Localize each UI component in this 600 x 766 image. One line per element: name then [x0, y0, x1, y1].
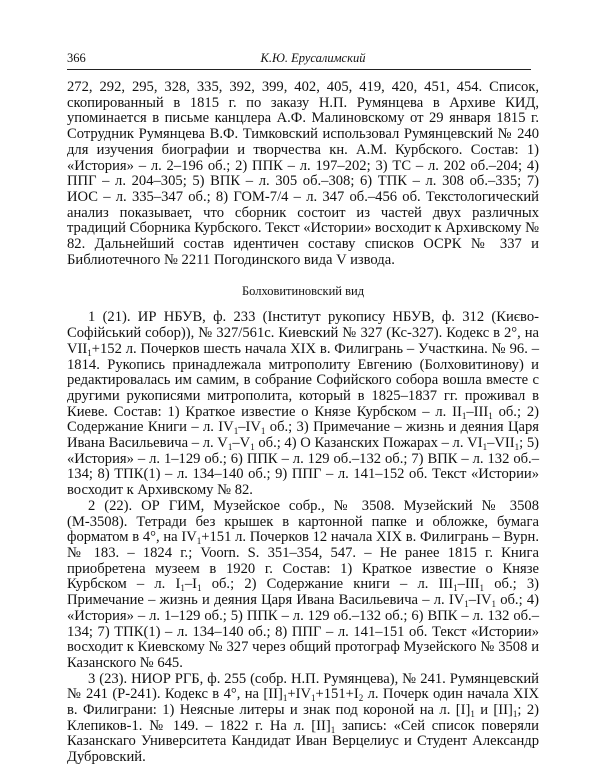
- subscript: 1: [233, 426, 239, 437]
- text-run: об.; 2) Содержание Книги – л. IV: [67, 403, 539, 436]
- subscript: 2: [358, 693, 364, 704]
- text-run: ; 2) Клепиков-1. № 149. – 1822 г. На л. [II]: [67, 702, 540, 734]
- text-run: л. Почерк один начала XIX в. Филиграни: 1) Неясные литеры и знак под короной на л. [I]: [67, 686, 539, 719]
- subscript: 1: [311, 693, 316, 704]
- paragraph: [67, 310, 539, 498]
- paragraphs-before: [67, 80, 539, 268]
- text-run: 1 (21). ИР НБУВ, ф. 233 (Інститут рукопису НБУВ, ф. 312 (Києво-Софійський собор)), № 327/561с. Киевский № 327 (Кс-327). Кодекс в 2°, на VII: [67, 309, 539, 357]
- subscript: 1: [196, 536, 202, 547]
- subscript: 1: [482, 442, 488, 453]
- paragraph: [67, 499, 539, 672]
- document-page: [67, 49, 539, 766]
- section-heading: Болховитиновский вид: [241, 284, 365, 299]
- text-run: об.; 3) Примечание – жизнь и деяния Царя Ивана Васильевича – л. V: [67, 419, 539, 452]
- subscript: 1: [250, 442, 255, 453]
- text-run: +151+I: [315, 686, 359, 703]
- text-run: ; 5) «История» – л. 1–129 об.; 6) ППК – л. 129 об.–132 об.; 7) ВПК – л. 132 об.–134; 8) ТПК(1) – л. 134–140 об.; 9) ППГ – л. 141–152 об. Текст «Истории» восходит к Архивскому № 82.: [67, 435, 539, 499]
- body-text: [67, 80, 539, 766]
- running-title: К.Ю. Ерусалимский: [260, 51, 366, 65]
- subscript: 1: [470, 709, 475, 720]
- subscript: 1: [330, 724, 336, 735]
- subscript: 1: [488, 410, 493, 421]
- text-run: +151 л. Почерков 12 начала XIX в. Филигрань – Вурн. № 183. – 1824 г.; Voorn. S. 351–354, 547. – Не ранее 1815 г. Книга приобретена музеем в 1920 г. Состав: 1) Краткое известие о Князе Курбском – л. I: [67, 529, 539, 593]
- subscript: 1: [512, 709, 518, 720]
- text-run: 3 (23). НИОР РГБ, ф. 255 (собр. Н.П. Румянцева), № 241. Румянцевский № 241 (Р-241). Кодекс в 4°, на [II]: [67, 670, 539, 703]
- text-run: –III: [466, 403, 489, 420]
- text-run: 272, 292, 295, 328, 335, 392, 399, 402, 405, 419, 420, 451, 454. Список, скопированный в 1815 г. по заказу Н.П. Румянцева в Архиве КИД, упоминается в письме канцлера А.Ф. Малиновскому от 29 января 1815 г. Сотрудник Румянцева В.Ф. Тимковский использовал Румянцевский № 240 для изучения биографии и творчества кн. А.М. Курбского. Состав: 1) «История» – л. 2–196 об.; 2) ППК – л. 197–202; 3) ТС – л. 202 об.–204; 4) ППГ – л. 204–305; 5) ВПК – л. 305 об.–308; 6) ТПК – л. 308 об.–335; 7) ИОС – л. 335–347 об.; 8) ГОМ-7/4 – л. 347 об.–456 об. Текстологический анализ показывает, что сборник состоит из частей двух различных традиций Сборника Курбского. Текст «Истории» восходит к Архивскому № 82. Дальнейший состав идентичен составу списков ОСРК № 337 и Библиотечного № 2211 Погодинского вида V извода.: [67, 79, 539, 268]
- text-run: +IV: [287, 686, 311, 703]
- text-run: об.; 4) О Казанских Пожарах – л. VI: [254, 435, 483, 452]
- subscript: 1: [491, 599, 496, 610]
- text-run: запись: «Сей список поверяли Казанскаго Университета Кандидат Иван Верцелиус и Студент Александр Дубровский.: [67, 717, 539, 766]
- paragraph: [67, 80, 539, 268]
- paragraphs-after: [67, 310, 539, 765]
- subscript: 1: [87, 347, 92, 358]
- subscript: 1: [461, 410, 467, 421]
- subscript: 1: [260, 426, 266, 437]
- subscript: 1: [282, 693, 288, 704]
- subscript: 1: [197, 583, 202, 594]
- text-run: –IV: [468, 592, 492, 609]
- text-run: об.; 2) Содержание книги – л. III: [201, 576, 454, 593]
- subscript: 1: [514, 442, 520, 453]
- page-number: 366: [67, 51, 86, 65]
- subscript: 1: [464, 599, 469, 610]
- text-run: об.; 4) «История» – л. 1–129 об.; 5) ППК – л. 129 об.–132 об.; 6) ВПК – л. 132 об.–134; 7) ТПК(1) – л. 134–140 об.; 8) ППГ – л. 141–151 об. Текст «Истории» восходит к Киевскому № 327 через общий протограф Музейского № 3508 и Казанского № 645.: [67, 592, 539, 671]
- subscript: 1: [479, 583, 485, 594]
- subscript: 1: [453, 583, 458, 594]
- text-run: –III: [457, 576, 480, 593]
- text-run: об.; 3) Примечание – жизнь и деяния Царя Ивана Васильевича – л. IV: [67, 576, 539, 609]
- subscript: 1: [180, 583, 185, 594]
- text-run: –VII: [487, 435, 515, 452]
- paragraph: [67, 672, 539, 766]
- header-rule: [67, 69, 531, 70]
- text-run: и [II]: [474, 702, 513, 719]
- text-run: +152 л. Почерков шесть начала XIX в. Филигрань – Участкина. № 96. – 1814. Рукопись принадлежала митрополиту Евгению (Болховитинову) и редактировалась им самим, в собрание Софийского собора вошла вместе с другими рукописями митрополита, который в 1825–1837 гг. проживал в Киеве. Состав: 1) Краткое известие о Князе Курбском – л. II: [67, 340, 539, 420]
- running-head: [67, 49, 539, 66]
- text-run: –V: [232, 435, 251, 452]
- text-run: –I: [184, 576, 198, 593]
- subscript: 1: [227, 442, 233, 453]
- text-run: –IV: [238, 419, 261, 436]
- text-run: 2 (22). ОР ГИМ, Музейское собр., № 3508. Музейский № 3508 (М-3508). Тетради без крышек в картонной папке и обложке, бумага форматом в 4°, на IV: [67, 497, 539, 546]
